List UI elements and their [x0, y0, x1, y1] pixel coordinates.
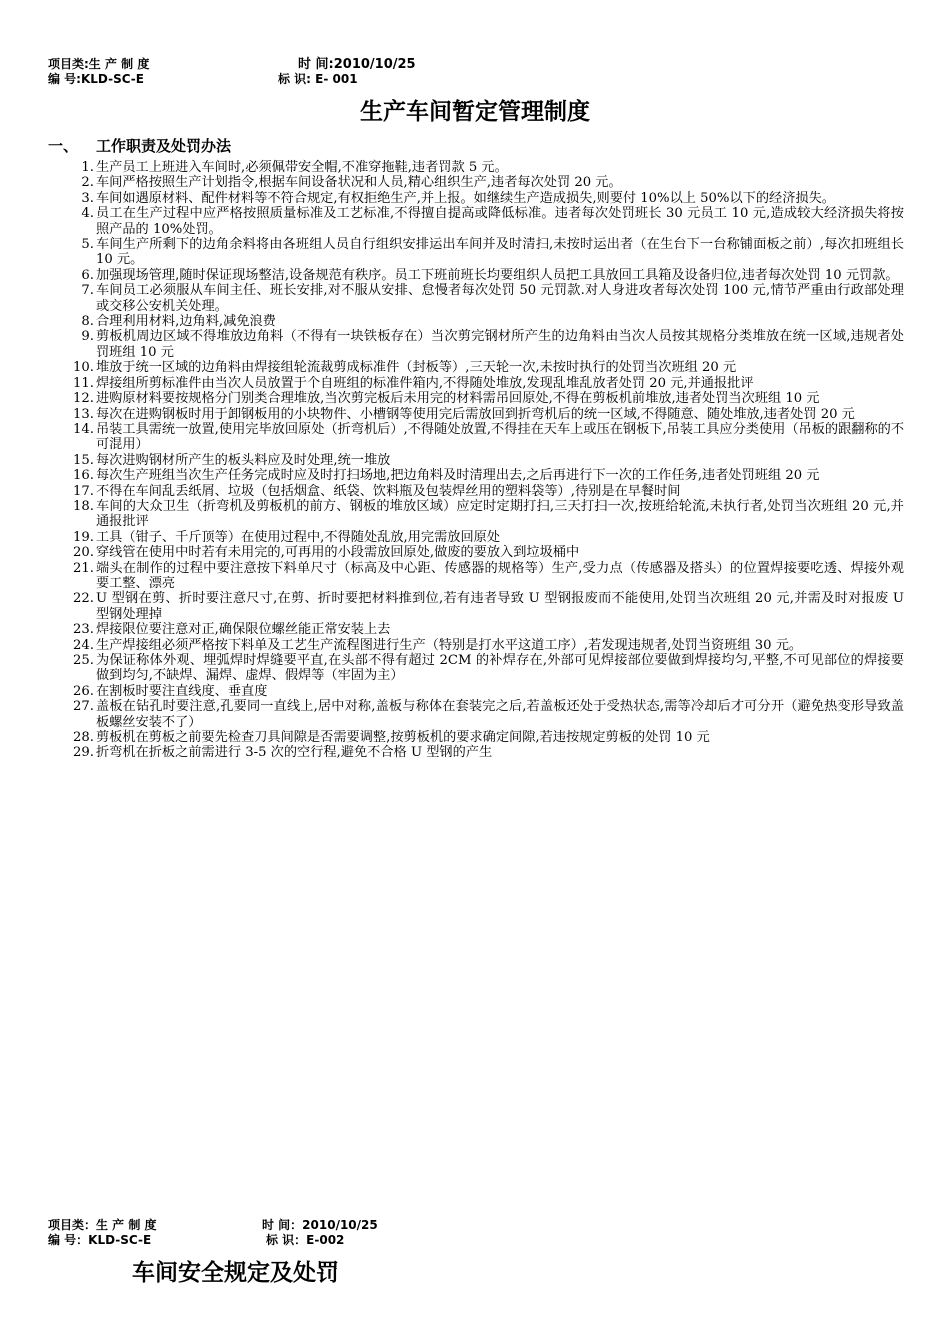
rules-list [73, 160, 905, 761]
rule-text: 车间严格按照生产计划指令,根据车间设备状况和人员,精心组织生产,违者每次处罚 20 元。 [96, 175, 622, 191]
section-heading [48, 135, 231, 156]
rule-number: 15. [73, 452, 94, 468]
rule-number: 13. [73, 406, 94, 422]
rule-number: 28. [73, 730, 94, 746]
rule-item [81, 175, 904, 191]
rule-text: 车间生产所剩下的边角余料将由各班组人员自行组织安排运出车间并及时清扫,未按时运出者（在生台下一台称铺面板之前）,每次扣班组长 10 元。 [96, 237, 904, 268]
rule-text: 剪板机在剪板之前要先检查刀具间隙是否需要调整,按剪板机的要求确定间隙,若违按规定剪板的处罚 10 元 [96, 730, 710, 746]
rule-text: 不得在车间乱丢纸屑、垃圾（包括烟盒、纸袋、饮料瓶及包装焊丝用的塑料袋等）,待别是在早餐时间 [96, 483, 681, 499]
rule-item [73, 360, 904, 376]
page-title: 生产车间暂定管理制度 [360, 99, 590, 125]
rule-number: 24. [73, 637, 94, 653]
rule-text: 焊接组所剪标准件由当次人员放置于个自班组的标准件箱内,不得随处堆放,发现乱堆乱放者处罚 20 元,并通报批评 [96, 375, 754, 391]
rule-item [81, 190, 904, 206]
header-time: 时 间：2010/10/25 [262, 1218, 378, 1232]
rule-text: 为保证称体外观、埋弧焊时焊缝要平直,在头部不得有超过 2CM 的补焊存在,外部可见焊接部位要做到焊接均匀,平整,不可见部位的焊接要做到均匀,不缺焊、漏焊、虚焊、假焊等（牢固为主） [96, 653, 904, 684]
rule-text: 每次在进购钢板时用于卸钢板用的小块物件、小槽钢等使用完后需放回到折弯机后的统一区域,不得随意、随处堆放,违者处罚 20 元 [96, 406, 855, 422]
rule-text: 生产员工上班进入车间时,必须佩带安全帽,不准穿拖鞋,违者罚款 5 元。 [96, 160, 508, 175]
rule-item [73, 683, 904, 699]
rule-text: 焊接限位要注意对正,确保限位螺丝能正常安装上去 [96, 622, 391, 638]
header-time: 时 间:2010/10/25 [298, 57, 416, 72]
rule-item [73, 653, 904, 684]
rule-item [73, 421, 905, 453]
rule-number: 27. [73, 699, 94, 715]
rule-text: 每次生产班组当次生产任务完成时应及时打扫场地,把边角料及时清理出去,之后再进行下一次的工作任务,违者处罚班组 20 元 [96, 468, 820, 484]
rule-number: 10. [73, 360, 94, 376]
rule-text: U 型钢在剪、折时要注意尺寸,在剪、折时要把材料推到位,若有违者导致 U 型钢报废而不能使用,处罚当次班组 20 元,并需及时对报废 U 型钢处理掉 [96, 591, 904, 622]
rule-number: 4. [81, 206, 94, 222]
header-code: 编 号：KLD-SC-E [48, 1233, 152, 1247]
header-project-type: 项目类:生 产 制 度 [48, 57, 150, 71]
rule-text: 合理利用材料,边角料,减免浪费 [96, 314, 276, 330]
rule-number: 3. [81, 190, 94, 206]
page2-title: 车间安全规定及处罚 [132, 1260, 339, 1286]
header-mark: 标 识: E- 001 [278, 72, 358, 86]
rule-item [73, 375, 904, 391]
rule-number: 16. [73, 468, 94, 484]
rule-item [73, 560, 904, 592]
rule-text: 加强现场管理,随时保证现场整洁,设备规范有秩序。员工下班前班长均要组织人员把工具放回工具箱及设备归位,违者每次处罚 10 元罚款。 [96, 267, 899, 283]
rule-number: 22. [73, 591, 94, 607]
rule-item [73, 452, 904, 468]
rule-number: 9. [81, 329, 94, 345]
rule-text: 车间员工必须服从车间主任、班长安排,对不服从安排、怠慢者每次处罚 50 元罚款.对人身进攻者每次处罚 100 元,情节严重由行政部处理或交移公安机关处理。 [96, 283, 904, 314]
rule-item [81, 206, 904, 237]
rule-number: 18. [73, 498, 94, 514]
section-number: 一、 [48, 137, 79, 155]
rule-number: 12. [73, 391, 94, 407]
rule-item [73, 637, 904, 653]
rule-text: 工具（钳子、千斤顶等）在使用过程中,不得随处乱放,用完需放回原处 [96, 529, 501, 545]
rule-number: 20. [73, 545, 94, 561]
rule-text: 端头在制作的过程中要注意按下料单尺寸（标高及中心距、传感器的规格等）生产,受力点（传感器及搭头）的位置焊接要吃透、焊接外观要工整、漂亮 [96, 560, 904, 591]
rule-text: 员工在生产过程中应严格按照质量标准及工艺标准,不得擅自提高或降低标准。违者每次处罚班长 30 元员工 10 元,造成较大经济损失将按照产品的 10%处罚。 [96, 206, 904, 237]
rule-item [73, 591, 904, 622]
rule-number: 26. [73, 683, 94, 699]
rule-text: 吊装工具需统一放置,使用完毕放回原处（折弯机后）,不得随处放置,不得挂在天车上或压在钢板下,吊装工具应分类使用（吊板的跟翻称的不可混用） [96, 421, 905, 453]
header-mark: 标 识：E-002 [266, 1233, 345, 1247]
rule-text: 在割板时要注直线度、垂直度 [96, 683, 268, 699]
rule-text: 剪板机周边区域不得堆放边角料（不得有一块铁板存在）当次剪完钢材所产生的边角料由当次人员按其规格分类堆放在统一区域,违规者处罚班组 10 元 [96, 329, 904, 360]
rule-number: 6. [81, 267, 94, 283]
header-code: 编 号:KLD-SC-E [48, 72, 144, 86]
rule-item [73, 730, 904, 746]
rule-number: 21. [73, 560, 94, 576]
rule-item [81, 314, 904, 330]
rule-item [81, 267, 904, 283]
rule-number: 2. [81, 175, 94, 191]
rule-item [73, 468, 904, 484]
header-project-type: 项目类：生 产 制 度 [48, 1218, 157, 1232]
rule-text: 堆放于统一区域的边角料由焊接组轮流裁剪成标准件（封板等）,三天轮一次,未按时执行的处罚当次班组 20 元 [96, 360, 737, 376]
rule-item [81, 283, 904, 314]
rule-number: 8. [81, 314, 94, 330]
rule-number: 5. [81, 237, 94, 253]
rule-number: 11. [73, 375, 94, 391]
rule-text: 车间的大众卫生（折弯机及剪板机的前方、钢板的堆放区域）应定时定期打扫,三天打扫一次,按班给轮流,未执行者,处罚当次班组 20 元,并通报批评 [96, 498, 904, 530]
rule-number: 29. [73, 745, 94, 761]
rule-text: 折弯机在折板之前需进行 3-5 次的空行程,避免不合格 U 型钢的产生 [96, 745, 493, 761]
rule-number: 25. [73, 653, 94, 668]
rule-item [73, 391, 904, 407]
rule-text: 生产焊接组必须严格按下料单及工艺生产流程图进行生产（特别是打水平这道工序）,若发现违规者,处罚当资班组 30 元。 [96, 637, 803, 653]
rule-text: 每次进购钢材所产生的板头料应及时处理,统一堆放 [96, 452, 391, 468]
section-title: 工作职责及处罚办法 [96, 137, 232, 155]
rule-item [73, 745, 904, 761]
rule-text: 车间如遇原材料、配件材料等不符合规定,有权拒绝生产,并上报。如继续生产造成损失,则要付 10%以上 50%以下的经济损失。 [96, 190, 835, 206]
rule-item [73, 622, 904, 638]
page1-header [48, 57, 416, 87]
rule-text: 进购原材料要按规格分门别类合理堆放,当次剪完板后未用完的材料需吊回原处,不得在剪板机前堆放,违者处罚当次班组 10 元 [96, 391, 820, 407]
rule-item [73, 545, 904, 561]
rule-number: 1. [81, 160, 94, 175]
rule-text: 盖板在钻孔时要注意,孔要同一直线上,居中对称,盖板与称体在套装完之后,若盖板还处于受热状态,需等冷却后才可分开（避免热变形导致盖板螺丝安装不了） [96, 699, 904, 730]
rule-number: 17. [73, 483, 94, 499]
rule-item [73, 483, 904, 499]
rule-text: 穿线管在使用中时若有未用完的,可再用的小段需放回原处,做废的要放入到垃圾桶中 [96, 545, 580, 561]
rule-number: 23. [73, 622, 94, 638]
rule-item [73, 406, 904, 422]
page2-header [48, 1218, 378, 1248]
rule-item [73, 529, 904, 545]
rule-item [81, 160, 904, 175]
rule-number: 14. [73, 421, 94, 437]
rule-item [73, 498, 904, 530]
rule-item [81, 329, 904, 360]
rule-item [81, 237, 904, 268]
rule-number: 19. [73, 529, 94, 545]
rule-number: 7. [81, 283, 94, 299]
rule-item [73, 699, 904, 730]
